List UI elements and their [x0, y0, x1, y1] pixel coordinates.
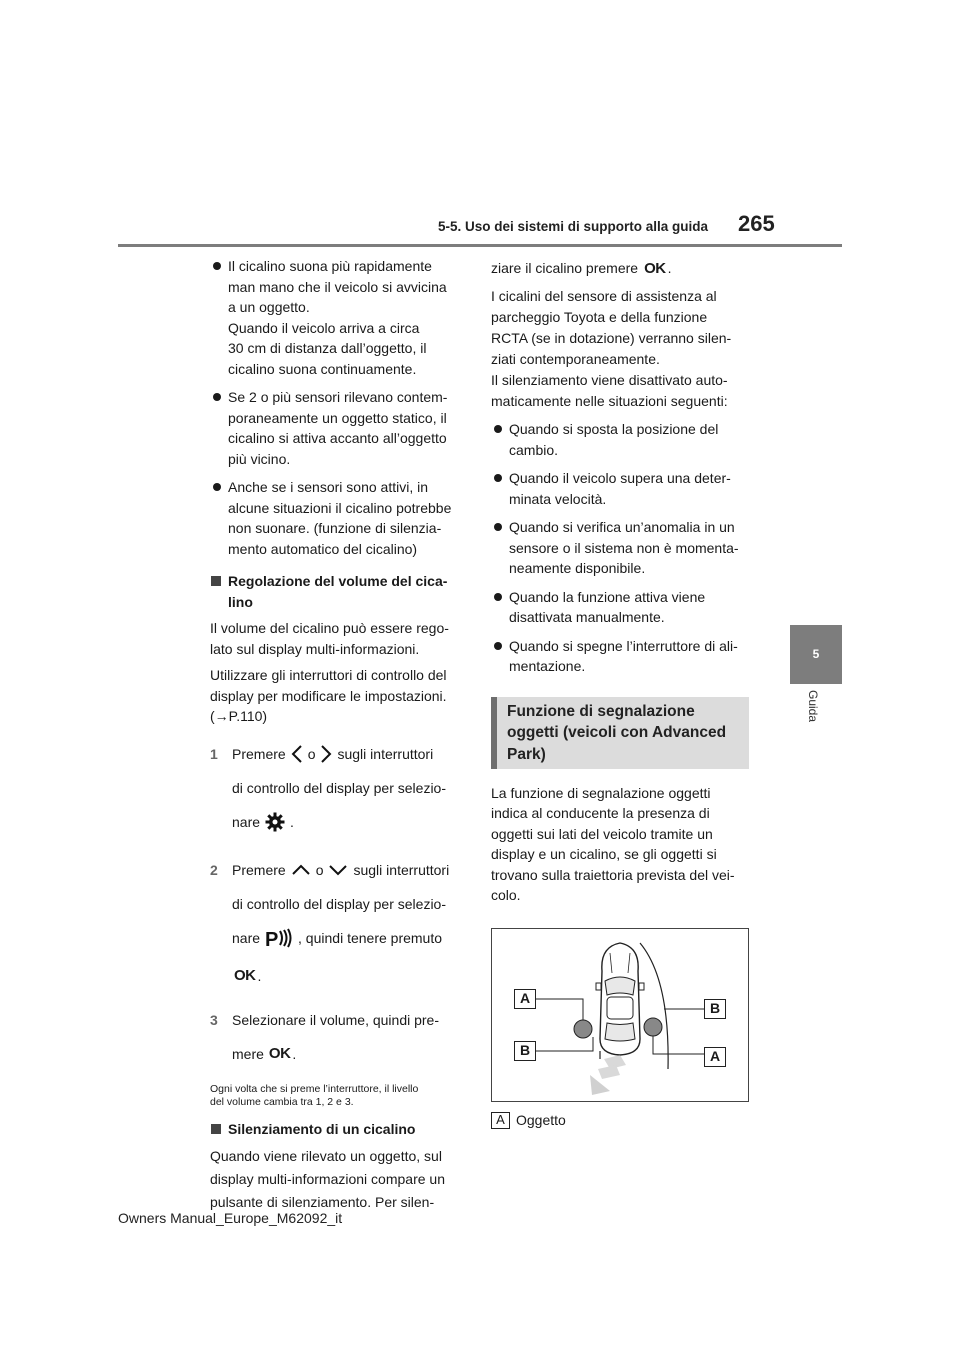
svg-text:P: P: [265, 928, 279, 949]
ok-button-label: OK: [644, 259, 666, 277]
step-2: [210, 851, 465, 995]
chapter-label: Guida: [806, 690, 820, 723]
step-text: nare: [232, 813, 261, 830]
ok-button-label: OK: [234, 966, 256, 984]
bullet-item: [491, 419, 749, 460]
step-text: mere: [232, 1045, 264, 1062]
step-text: di controllo del display per selezio-: [232, 779, 446, 796]
figure-label-b: B: [514, 1041, 536, 1061]
step-number: 1: [210, 745, 218, 762]
step-text: nare: [232, 929, 261, 946]
continuation-text: .: [667, 259, 672, 276]
chevron-up-icon: [291, 864, 311, 876]
parking-sensor-icon: [265, 927, 293, 949]
chapter-tab: 5: [790, 625, 842, 684]
bullet-text: Quando si verifica un’anomalia in un sensore o il sistema non è momenta- neamente disponibile.: [509, 519, 739, 576]
bullet-item: [491, 517, 749, 579]
step-3: [210, 1005, 465, 1073]
bullet-item: [210, 477, 465, 559]
chevron-left-icon: [291, 744, 303, 764]
step-text: Premere: [232, 745, 286, 762]
bullet-text: Quando la funzione attiva viene disattivata manualmente.: [509, 588, 706, 625]
step-text: sugli interruttori: [353, 861, 450, 878]
bullet-text: Il cicalino suona più rapidamente man mano che il veicolo si avvicina a un oggetto. Quando il veicolo arriva a circa 30 cm di distanza dall’oggetto, il cicalino suona continuamente.: [228, 258, 447, 377]
ok-button-label: OK: [268, 1044, 291, 1062]
step-text: .: [290, 813, 294, 830]
step-text: , quindi tenere premuto: [298, 929, 443, 946]
bullet-text: Quando si sposta la posizione del cambio.: [509, 421, 719, 458]
bullet-text: Anche se i sensori sono attivi, in alcune situazioni il cicalino potrebbe non suonare. (funzione di silenzia- mento automatico del cicalino): [228, 479, 452, 557]
legend-text: Oggetto: [516, 1112, 566, 1128]
silence-paragraph: Quando viene rilevato un oggetto, sul display multi-informazioni compare un pulsante di silenziamento. Per silen-: [210, 1148, 445, 1210]
step-text: .: [292, 1045, 297, 1062]
continuation-line: [491, 256, 749, 280]
gear-icon: [265, 812, 285, 832]
bullet-item: [491, 468, 749, 509]
step-number: 3: [210, 1011, 218, 1028]
section-title: Funzione di segnalazione oggetti (veicoli con Advanced Park): [507, 702, 727, 763]
volume-heading: Regolazione del volume del cica- lino: [210, 571, 465, 612]
figure-label-a: A: [704, 1047, 726, 1067]
step-number: 2: [210, 861, 218, 878]
step-text: di controllo del display per selezio-: [232, 895, 446, 912]
volume-note: Ogni volta che si preme l’interruttore, il livello del volume cambia tra 1, 2 e 3.: [210, 1082, 419, 1108]
step-text: Selezionare il volume, quindi pre-: [232, 1011, 439, 1028]
bullet-text: Quando il veicolo supera una deter- minata velocità.: [509, 470, 731, 507]
volume-paragraph: Utilizzare gli interruttori di controllo del display per modificare le impostazioni. (→P.110): [210, 667, 447, 724]
continuation-text: ziare il cicalino premere: [491, 259, 639, 276]
step-text: .: [257, 967, 262, 984]
paragraph: I cicalini del sensore di assistenza al parcheggio Toyota e della funzione RCTA (se in dotazione) verranno silen- ziati contemporaneamente.: [491, 288, 732, 367]
section-header: [491, 697, 749, 769]
silence-heading: Silenziamento di un cicalino: [210, 1119, 465, 1140]
step-text: sugli interruttori: [337, 745, 434, 762]
left-column: [210, 256, 465, 1220]
step-text: o: [315, 861, 324, 878]
bullet-item: [491, 587, 749, 628]
bullet-item: [210, 387, 465, 469]
step-1: [210, 735, 465, 841]
section-paragraph: La funzione di segnalazione oggetti indica al conducente la presenza di oggetti sui lati del veicolo tramite un display e un cicalino, se gli oggetti si trovano sulla traiettoria prevista del vei- colo.: [491, 784, 735, 903]
figure-label-b: B: [704, 999, 726, 1019]
figure-legend: [491, 1112, 749, 1129]
legend-key: A: [491, 1112, 510, 1129]
bullet-item: [210, 256, 465, 379]
bullet-text: Quando si spegne l’interruttore di ali- mentazione.: [509, 637, 738, 674]
step-text: o: [307, 745, 316, 762]
step-text: Premere: [232, 861, 286, 878]
bullet-item: [491, 636, 749, 677]
bullet-text: Se 2 o più sensori rilevano contem- poraneamente un oggetto statico, il cicalino si attiva accanto all’oggetto più vicino.: [228, 389, 448, 467]
volume-paragraph: Il volume del cicalino può essere rego- lato sul display multi-informazioni.: [210, 620, 449, 657]
section-title: 5-5. Uso dei sistemi di supporto alla guida: [438, 219, 709, 234]
paragraph: Il silenziamento viene disattivato auto- maticamente nelle situazioni seguenti:: [491, 372, 728, 409]
page-number: 265: [738, 211, 775, 236]
figure-label-a: A: [514, 989, 536, 1009]
right-column: [491, 256, 749, 1129]
object-alert-diagram: [491, 928, 749, 1102]
chevron-right-icon: [320, 744, 332, 764]
header-rule: [118, 244, 842, 247]
footer-text: Owners Manual_Europe_M62092_it: [118, 1210, 343, 1226]
chevron-down-icon: [328, 864, 348, 876]
